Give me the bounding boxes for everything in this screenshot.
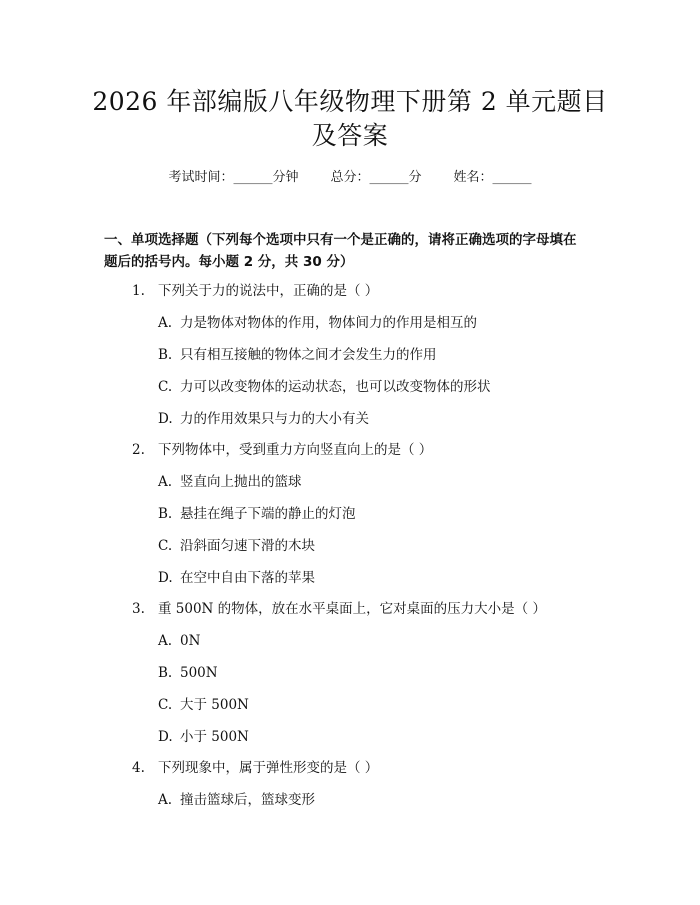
option-text: 力可以改变物体的运动状态，也可以改变物体的形状 (180, 379, 491, 395)
exam-info-line (0, 168, 700, 188)
option-letter: D. (158, 411, 173, 427)
section-heading: 一、单项选择题（下列每个选项中只有一个是正确的，请将正确选项的字母填在 (104, 232, 577, 248)
option-2b (158, 504, 356, 524)
option-text: 0N (180, 633, 201, 649)
option-2c (158, 536, 315, 556)
option-letter: C. (158, 697, 173, 713)
option-letter: D. (158, 570, 173, 586)
option-1a (158, 313, 477, 333)
total-score-field: 总分：______分 (330, 170, 422, 185)
question-text: 下列现象中，属于弹性形变的是（ ） (158, 760, 379, 776)
option-3a (158, 631, 200, 651)
option-text: 撞击篮球后，篮球变形 (180, 792, 315, 808)
question-number: 1. (132, 283, 145, 299)
section-heading-continued: 题后的括号内。每小题 2 分，共 30 分） (104, 254, 354, 270)
question-4 (132, 758, 378, 778)
document-title-continued: 及答案 (311, 121, 389, 150)
option-letter: A. (158, 633, 173, 649)
exam-time-field: 考试时间：______分钟 (168, 170, 299, 185)
option-2a (158, 472, 302, 492)
option-letter: A. (158, 792, 173, 808)
question-1 (132, 281, 378, 301)
option-text: 竖直向上抛出的篮球 (180, 474, 302, 490)
option-letter: C. (158, 538, 173, 554)
option-3d (158, 727, 249, 747)
option-letter: B. (158, 665, 173, 681)
question-number: 2. (132, 442, 145, 458)
option-text: 力是物体对物体的作用，物体间力的作用是相互的 (180, 315, 477, 331)
option-letter: C. (158, 379, 173, 395)
option-text: 沿斜面匀速下滑的木块 (180, 538, 315, 554)
option-1c (158, 377, 491, 397)
option-letter: A. (158, 315, 173, 331)
question-text: 下列物体中，受到重力方向竖直向上的是（ ） (158, 442, 433, 458)
question-3 (132, 599, 546, 619)
option-4a (158, 790, 315, 810)
option-text: 小于 500N (180, 729, 249, 745)
question-text: 下列关于力的说法中，正确的是（ ） (158, 283, 379, 299)
question-number: 3. (132, 601, 145, 617)
option-2d (158, 568, 315, 588)
option-text: 只有相互接触的物体之间才会发生力的作用 (180, 347, 437, 363)
option-text: 悬挂在绳子下端的静止的灯泡 (180, 506, 356, 522)
document-title: 2026 年部编版八年级物理下册第 2 单元题目 (92, 87, 608, 116)
option-3c (158, 695, 249, 715)
option-text: 大于 500N (180, 697, 249, 713)
option-letter: A. (158, 474, 173, 490)
question-text: 重 500N 的物体，放在水平桌面上，它对桌面的压力大小是（ ） (158, 601, 546, 617)
option-text: 在空中自由下落的苹果 (180, 570, 315, 586)
option-letter: B. (158, 347, 173, 363)
option-text: 500N (180, 665, 218, 681)
option-3b (158, 663, 218, 683)
question-2 (132, 440, 432, 460)
option-letter: D. (158, 729, 173, 745)
option-letter: B. (158, 506, 173, 522)
question-number: 4. (132, 760, 145, 776)
option-1d (158, 409, 369, 429)
option-text: 力的作用效果只与力的大小有关 (180, 411, 369, 427)
student-name-field: 姓名：______ (453, 170, 532, 185)
option-1b (158, 345, 437, 365)
